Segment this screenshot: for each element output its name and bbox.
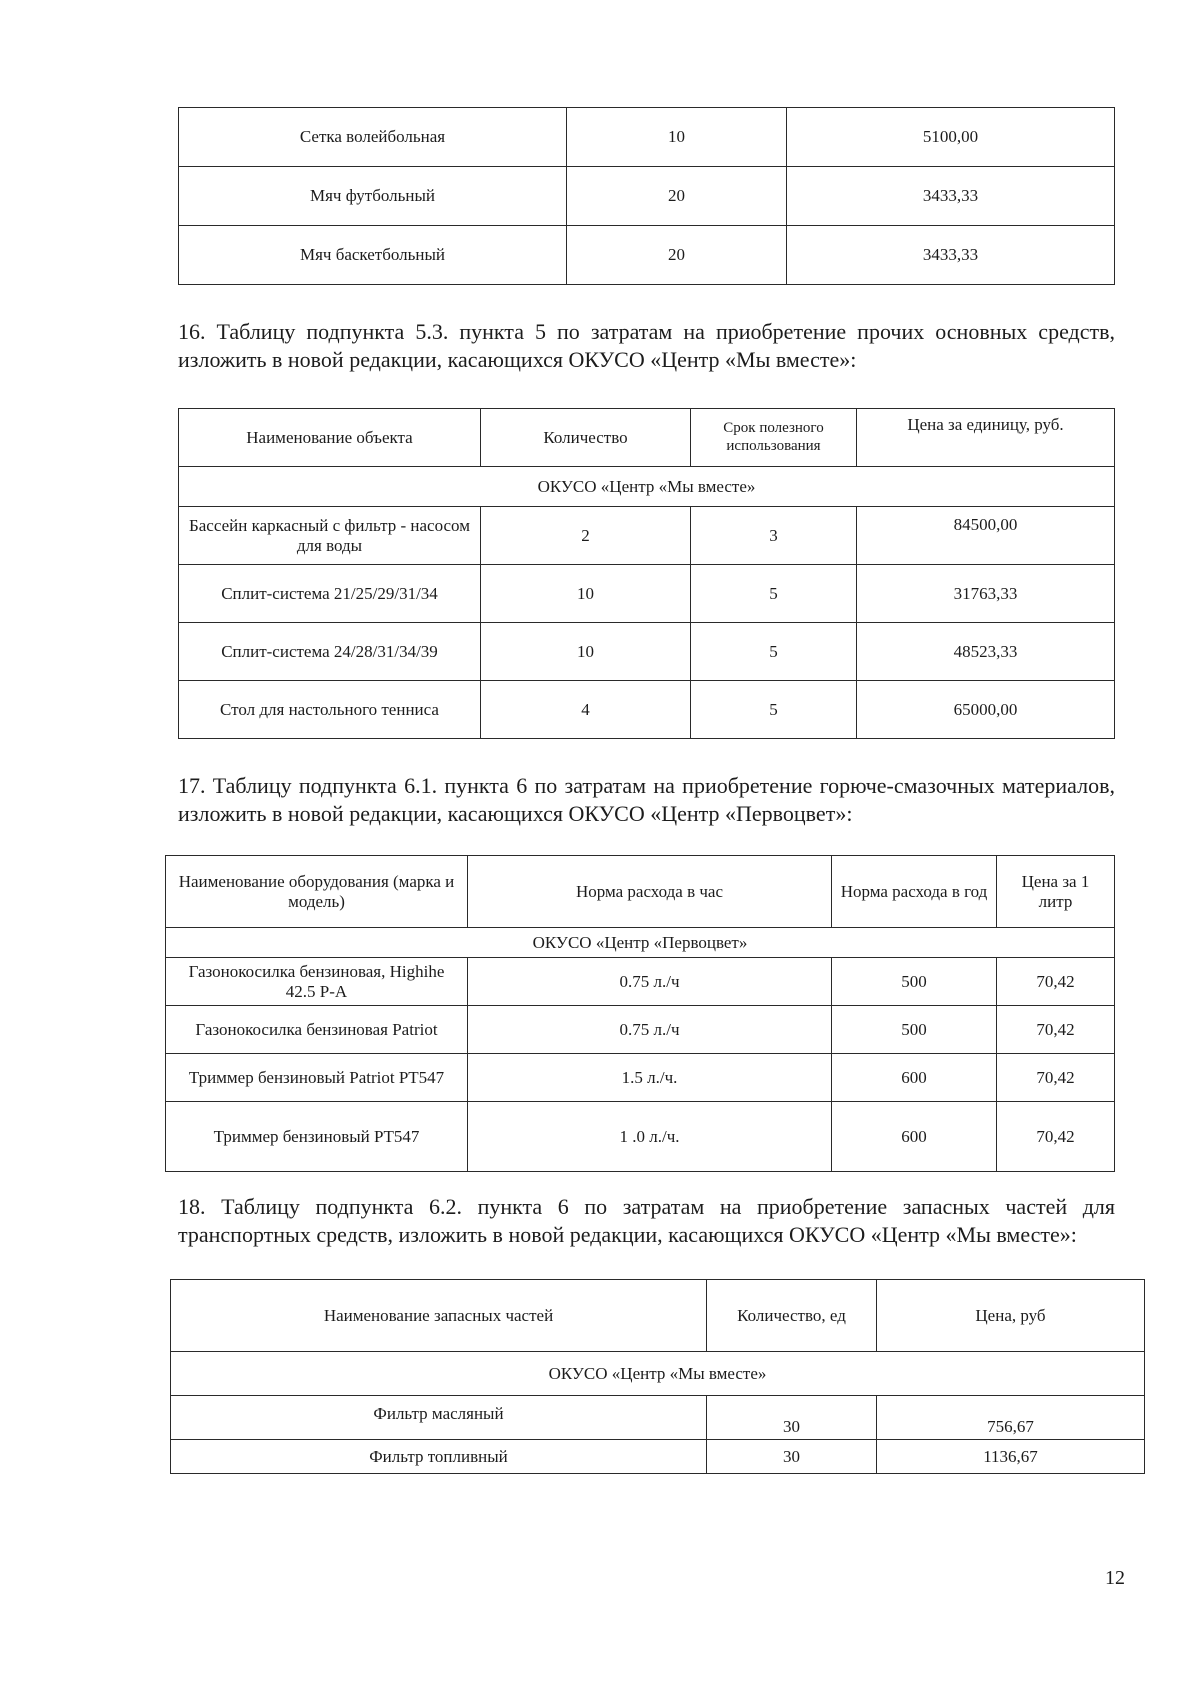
cell-hour: 0.75 л./ч [468,958,832,1006]
table-header-row [179,409,1115,467]
table-group-row [179,467,1115,507]
table-group-row [171,1352,1145,1396]
table-row [179,565,1115,623]
cell-qty: 20 [567,167,787,226]
cell-name: Газонокосилка бензиновая Patriot [166,1006,468,1054]
table-row [166,958,1115,1006]
cell-name: Триммер бензиновый PT547 [166,1102,468,1172]
cell-name: Сетка волейбольная [179,108,567,167]
cell-year: 500 [832,958,997,1006]
cell-price: 70,42 [997,1054,1115,1102]
cell-term: 5 [691,565,857,623]
cell-price: 70,42 [997,1006,1115,1054]
cell-price: 3433,33 [787,167,1115,226]
cell-hour: 1 .0 л./ч. [468,1102,832,1172]
cell-price: 756,67 [877,1396,1145,1440]
cell-name: Сплит-система 24/28/31/34/39 [179,623,481,681]
table-item17 [165,855,1115,1172]
cell-name: Фильтр масляный [171,1396,707,1440]
cell-hour: 1.5 л./ч. [468,1054,832,1102]
group-label: ОКУСО «Центр «Первоцвет» [166,928,1115,958]
page-number: 12 [1105,1567,1125,1589]
cell-price: 70,42 [997,958,1115,1006]
cell-qty: 10 [567,108,787,167]
cell-qty: 30 [707,1396,877,1440]
group-label: ОКУСО «Центр «Мы вместе» [171,1352,1145,1396]
cell-price: 1136,67 [877,1440,1145,1474]
table-item16 [178,408,1115,739]
table-top-continuation [178,107,1115,285]
group-label: ОКУСО «Центр «Мы вместе» [179,467,1115,507]
table-row [166,1054,1115,1102]
cell-price: 70,42 [997,1102,1115,1172]
table-row [166,1102,1115,1172]
cell-name: Стол для настольного тенниса [179,681,481,739]
table-row [166,1006,1115,1054]
cell-name: Бассейн каркасный с фильтр - насосом для воды [179,507,481,565]
header-hour: Норма расхода в час [468,856,832,928]
header-qty: Количество, ед [707,1280,877,1352]
cell-term: 5 [691,623,857,681]
header-term: Срок полезного использования [691,409,857,467]
item16-paragraph: 16. Таблицу подпункта 5.3. пункта 5 по затратам на приобретение прочих основных средств, изложить в новой редакции, касающихся ОКУСО «Центр «Мы вместе»: [178,319,1115,372]
item18-paragraph: 18. Таблицу подпункта 6.2. пункта 6 по затратам на приобретение запасных частей для транспортных средств, изложить в новой редакции, касающихся ОКУСО «Центр «Мы вместе»: [178,1194,1115,1247]
cell-year: 600 [832,1054,997,1102]
table-row [171,1396,1145,1440]
table-row [179,167,1115,226]
item17-paragraph: 17. Таблицу подпункта 6.1. пункта 6 по затратам на приобретение горюче-смазочных материалов, изложить в новой редакции, касающихся ОКУСО «Центр «Первоцвет»: [178,773,1115,826]
header-name: Наименование запасных частей [171,1280,707,1352]
cell-term: 5 [691,681,857,739]
cell-year: 500 [832,1006,997,1054]
cell-price: 5100,00 [787,108,1115,167]
header-price: Цена за единицу, руб. [857,409,1115,467]
cell-qty: 2 [481,507,691,565]
cell-price: 3433,33 [787,226,1115,285]
cell-price: 31763,33 [857,565,1115,623]
cell-name: Фильтр топливный [171,1440,707,1474]
cell-name: Мяч футбольный [179,167,567,226]
cell-qty: 4 [481,681,691,739]
cell-price: 84500,00 [857,507,1115,565]
cell-qty: 10 [481,565,691,623]
table-row [179,108,1115,167]
cell-term: 3 [691,507,857,565]
cell-qty: 30 [707,1440,877,1474]
cell-qty: 20 [567,226,787,285]
cell-hour: 0.75 л./ч [468,1006,832,1054]
header-price: Цена за 1 литр [997,856,1115,928]
header-name: Наименование объекта [179,409,481,467]
cell-price: 65000,00 [857,681,1115,739]
header-name: Наименование оборудования (марка и модель) [166,856,468,928]
table-row [179,226,1115,285]
table-row [179,681,1115,739]
table-row [179,507,1115,565]
table-row [179,623,1115,681]
cell-name: Мяч баскетбольный [179,226,567,285]
header-qty: Количество [481,409,691,467]
header-price: Цена, руб [877,1280,1145,1352]
cell-name: Газонокосилка бензиновая, Highihe 42.5 P-A [166,958,468,1006]
table-item18 [170,1279,1145,1474]
table-group-row [166,928,1115,958]
cell-qty: 10 [481,623,691,681]
cell-price: 48523,33 [857,623,1115,681]
table-header-row [171,1280,1145,1352]
table-header-row [166,856,1115,928]
header-year: Норма расхода в год [832,856,997,928]
cell-name: Триммер бензиновый Patriot PT547 [166,1054,468,1102]
cell-name: Сплит-система 21/25/29/31/34 [179,565,481,623]
table-row [171,1440,1145,1474]
cell-year: 600 [832,1102,997,1172]
